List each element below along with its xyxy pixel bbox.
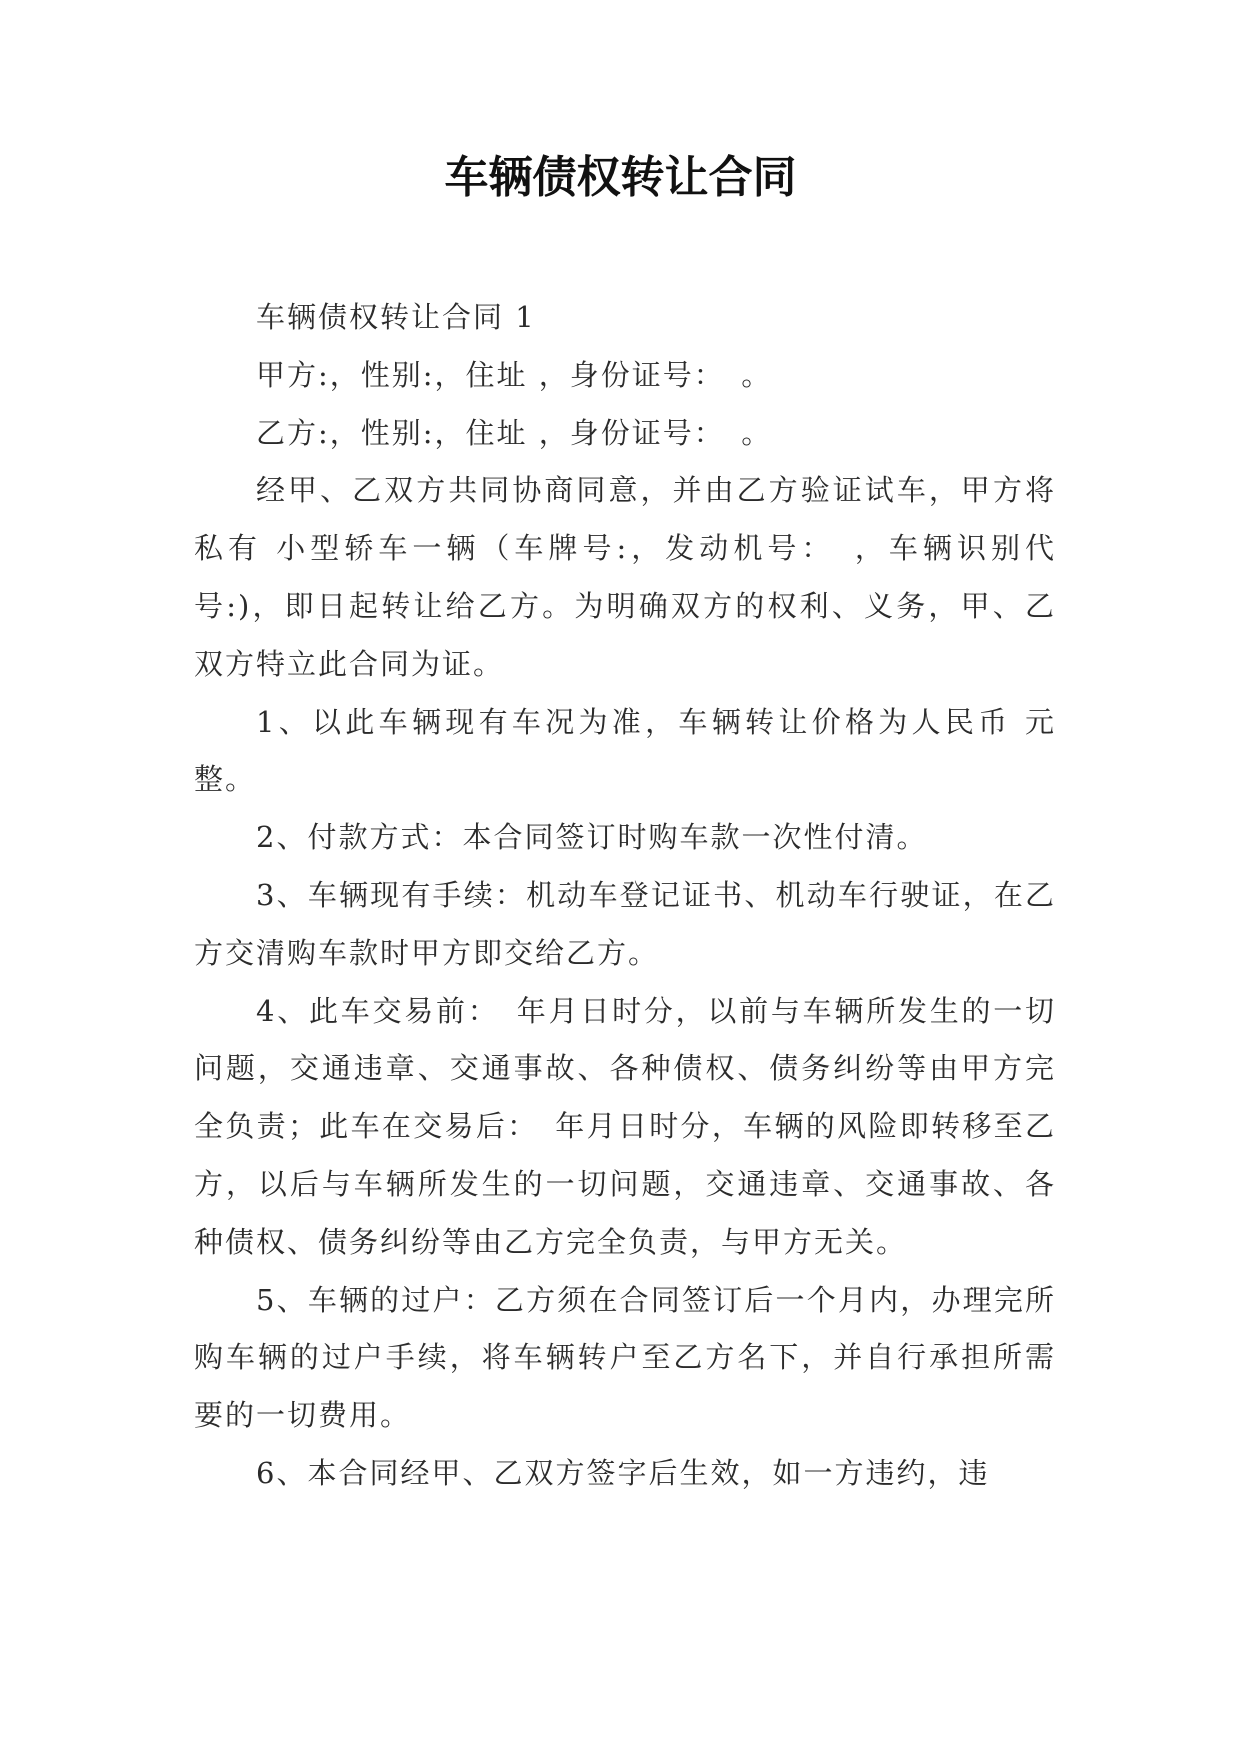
clause-4: 4、此车交易前： 年月日时分，以前与车辆所发生的一切问题，交通违章、交通事故、各种债权、债务纠纷等由甲方完全负责；此车在交易后： 年月日时分，车辆的风险即转移至乙方，以后与车辆所发生的一切问题，交通违章、交通事故、各种债权、债务纠纷等由乙方完全负责，与甲方无关。 [194,993,1056,1259]
clause-3: 3、车辆现有手续：机动车登记证书、机动车行驶证，在乙方交清购车款时甲方即交给乙方。 [194,877,1056,970]
clause-1: 1、以此车辆现有车况为准，车辆转让价格为人民币 元整。 [194,704,1056,797]
clause-5: 5、车辆的过户：乙方须在合同签订后一个月内，办理完所购车辆的过户手续，将车辆转户至乙方名下，并自行承担所需要的一切费用。 [194,1282,1056,1433]
document-title: 车辆债权转让合同 [444,152,797,203]
paragraph-preamble: 经甲、乙双方共同协商同意，并由乙方验证试车，甲方将私有 小型轿车一辆（车牌号:，发动机号： ，车辆识别代号:)，即日起转让给乙方。为明确双方的权利、义务，甲、乙双方特立此合同为证。 [194,473,1056,681]
paragraph-heading: 车辆债权转让合同 1 [256,300,536,334]
document-body [194,289,1056,1503]
paragraph-party-a: 甲方:，性别:，住址 ，身份证号： 。 [256,357,773,392]
paragraph-party-b: 乙方:，性别:，住址 ，身份证号： 。 [256,415,773,450]
clause-2: 2、付款方式：本合同签订时购车款一次性付清。 [256,820,928,855]
clause-6: 6、本合同经甲、乙双方签字后生效，如一方违约，违 [256,1455,990,1490]
